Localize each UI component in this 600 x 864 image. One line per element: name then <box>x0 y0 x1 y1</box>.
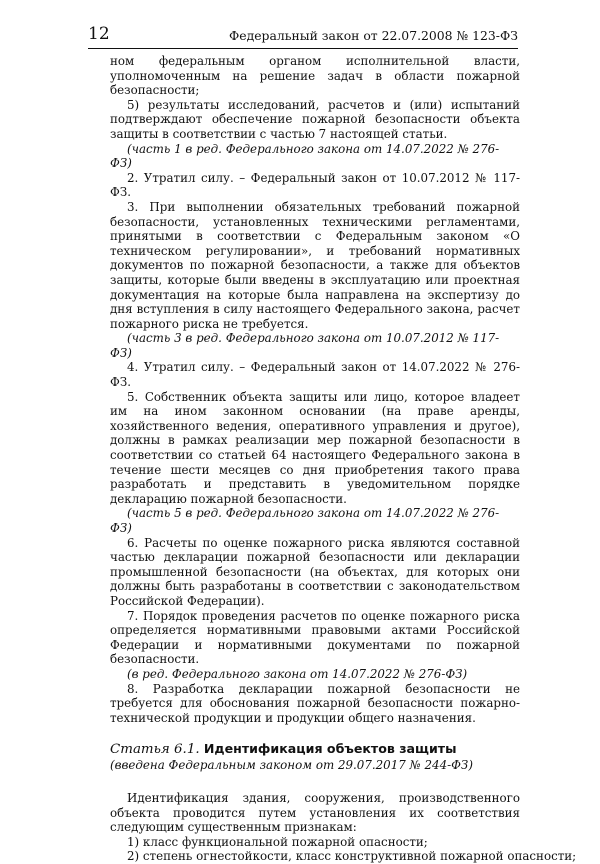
page-header <box>88 24 518 49</box>
paragraph-part-6: 6. Расчеты по оценке пожарного риска являются составной частью декларации пожарной безопасности или декларации промышленной безопасности (на объектах, для которых они должны быть разработаны в соответствии с законодательством Российской Федерации). <box>110 535 520 608</box>
editorial-note-part-7: (в ред. Федерального закона от 14.07.2022 № 276-ФЗ) <box>127 666 468 681</box>
article-intro: Идентификация здания, сооружения, производственного объекта проводится путем установления их соответствия следующим существенным признакам: <box>110 790 520 835</box>
paragraph-continuation: ном федеральным органом исполнительной власти, уполномоченным на решение задач в области пожарной безопасности; <box>110 54 520 98</box>
article-item-1: 1) класс функциональной пожарной опасности; <box>127 834 428 849</box>
running-title: Федеральный закон от 22.07.2008 № 123-ФЗ <box>228 28 518 43</box>
article-title: Идентификация объектов защиты <box>203 741 457 757</box>
paragraph-part-8: 8. Разработка декларации пожарной безопасности не требуется для обоснования пожарной безопасности пожарно-технической продукции и продукции общего назначения. <box>110 681 520 725</box>
article-item-2: 2) степень огнестойкости, класс конструктивной пожарной опасности; <box>127 849 577 864</box>
editorial-note-part-1: (часть 1 в ред. Федерального закона от 14.07.2022 № 276-ФЗ) <box>110 141 500 171</box>
page-number: 12 <box>88 24 110 44</box>
paragraph-part-2: 2. Утратил силу. – Федеральный закон от 10.07.2012 № 117-ФЗ. <box>110 170 520 200</box>
editorial-note-part-5: (часть 5 в ред. Федерального закона от 14.07.2022 № 276-ФЗ) <box>110 506 500 535</box>
paragraph-part-3: 3. При выполнении обязательных требований пожарной безопасности, установленных техническими регламентами, принятыми в соответствии с Федеральным законом «О техническом регулировании», и требований нормативных документов по пожарной безопасности, а также для объектов защиты, которые были введены в эксплуатацию или проектная документация на которые была направлена на экспертизу до дня вступления в силу настоящего Федерального закона, расчет пожарного риска не требуется. <box>110 199 520 331</box>
editorial-note-part-3: (часть 3 в ред. Федерального закона от 10.07.2012 № 117-ФЗ) <box>110 331 500 360</box>
paragraph-item-5: 5) результаты исследований, расчетов и (или) испытаний подтверждают обеспечение пожарной безопасности объекта защиты в соответствии с частью 7 настоящей статьи. <box>110 97 520 141</box>
paragraph-part-5: 5. Собственник объекта защиты или лицо, которое владеет им на ином законном основании (на праве аренды, хозяйственного ведения, оперативного управления и другое), должны в рамках реализации мер пожарной безопасности в соответствии со статьей 64 настоящего Федерального закона в течение шести месяцев со дня приобретения такого права разработать и представить в уведомительном порядке декларацию пожарной безопасности. <box>110 389 520 506</box>
paragraph-part-7: 7. Порядок проведения расчетов по оценке пожарного риска определяется нормативными правовыми актами Российской Федерации и нормативными документами по пожарной безопасности. <box>110 608 520 667</box>
paragraph-part-4: 4. Утратил силу. – Федеральный закон от 14.07.2022 № 276-ФЗ. <box>110 360 520 390</box>
article-note: (введена Федеральным законом от 29.07.2017 № 244-ФЗ) <box>110 758 473 773</box>
page-body <box>110 54 577 864</box>
article-label: Статья 6.1. <box>110 742 200 758</box>
